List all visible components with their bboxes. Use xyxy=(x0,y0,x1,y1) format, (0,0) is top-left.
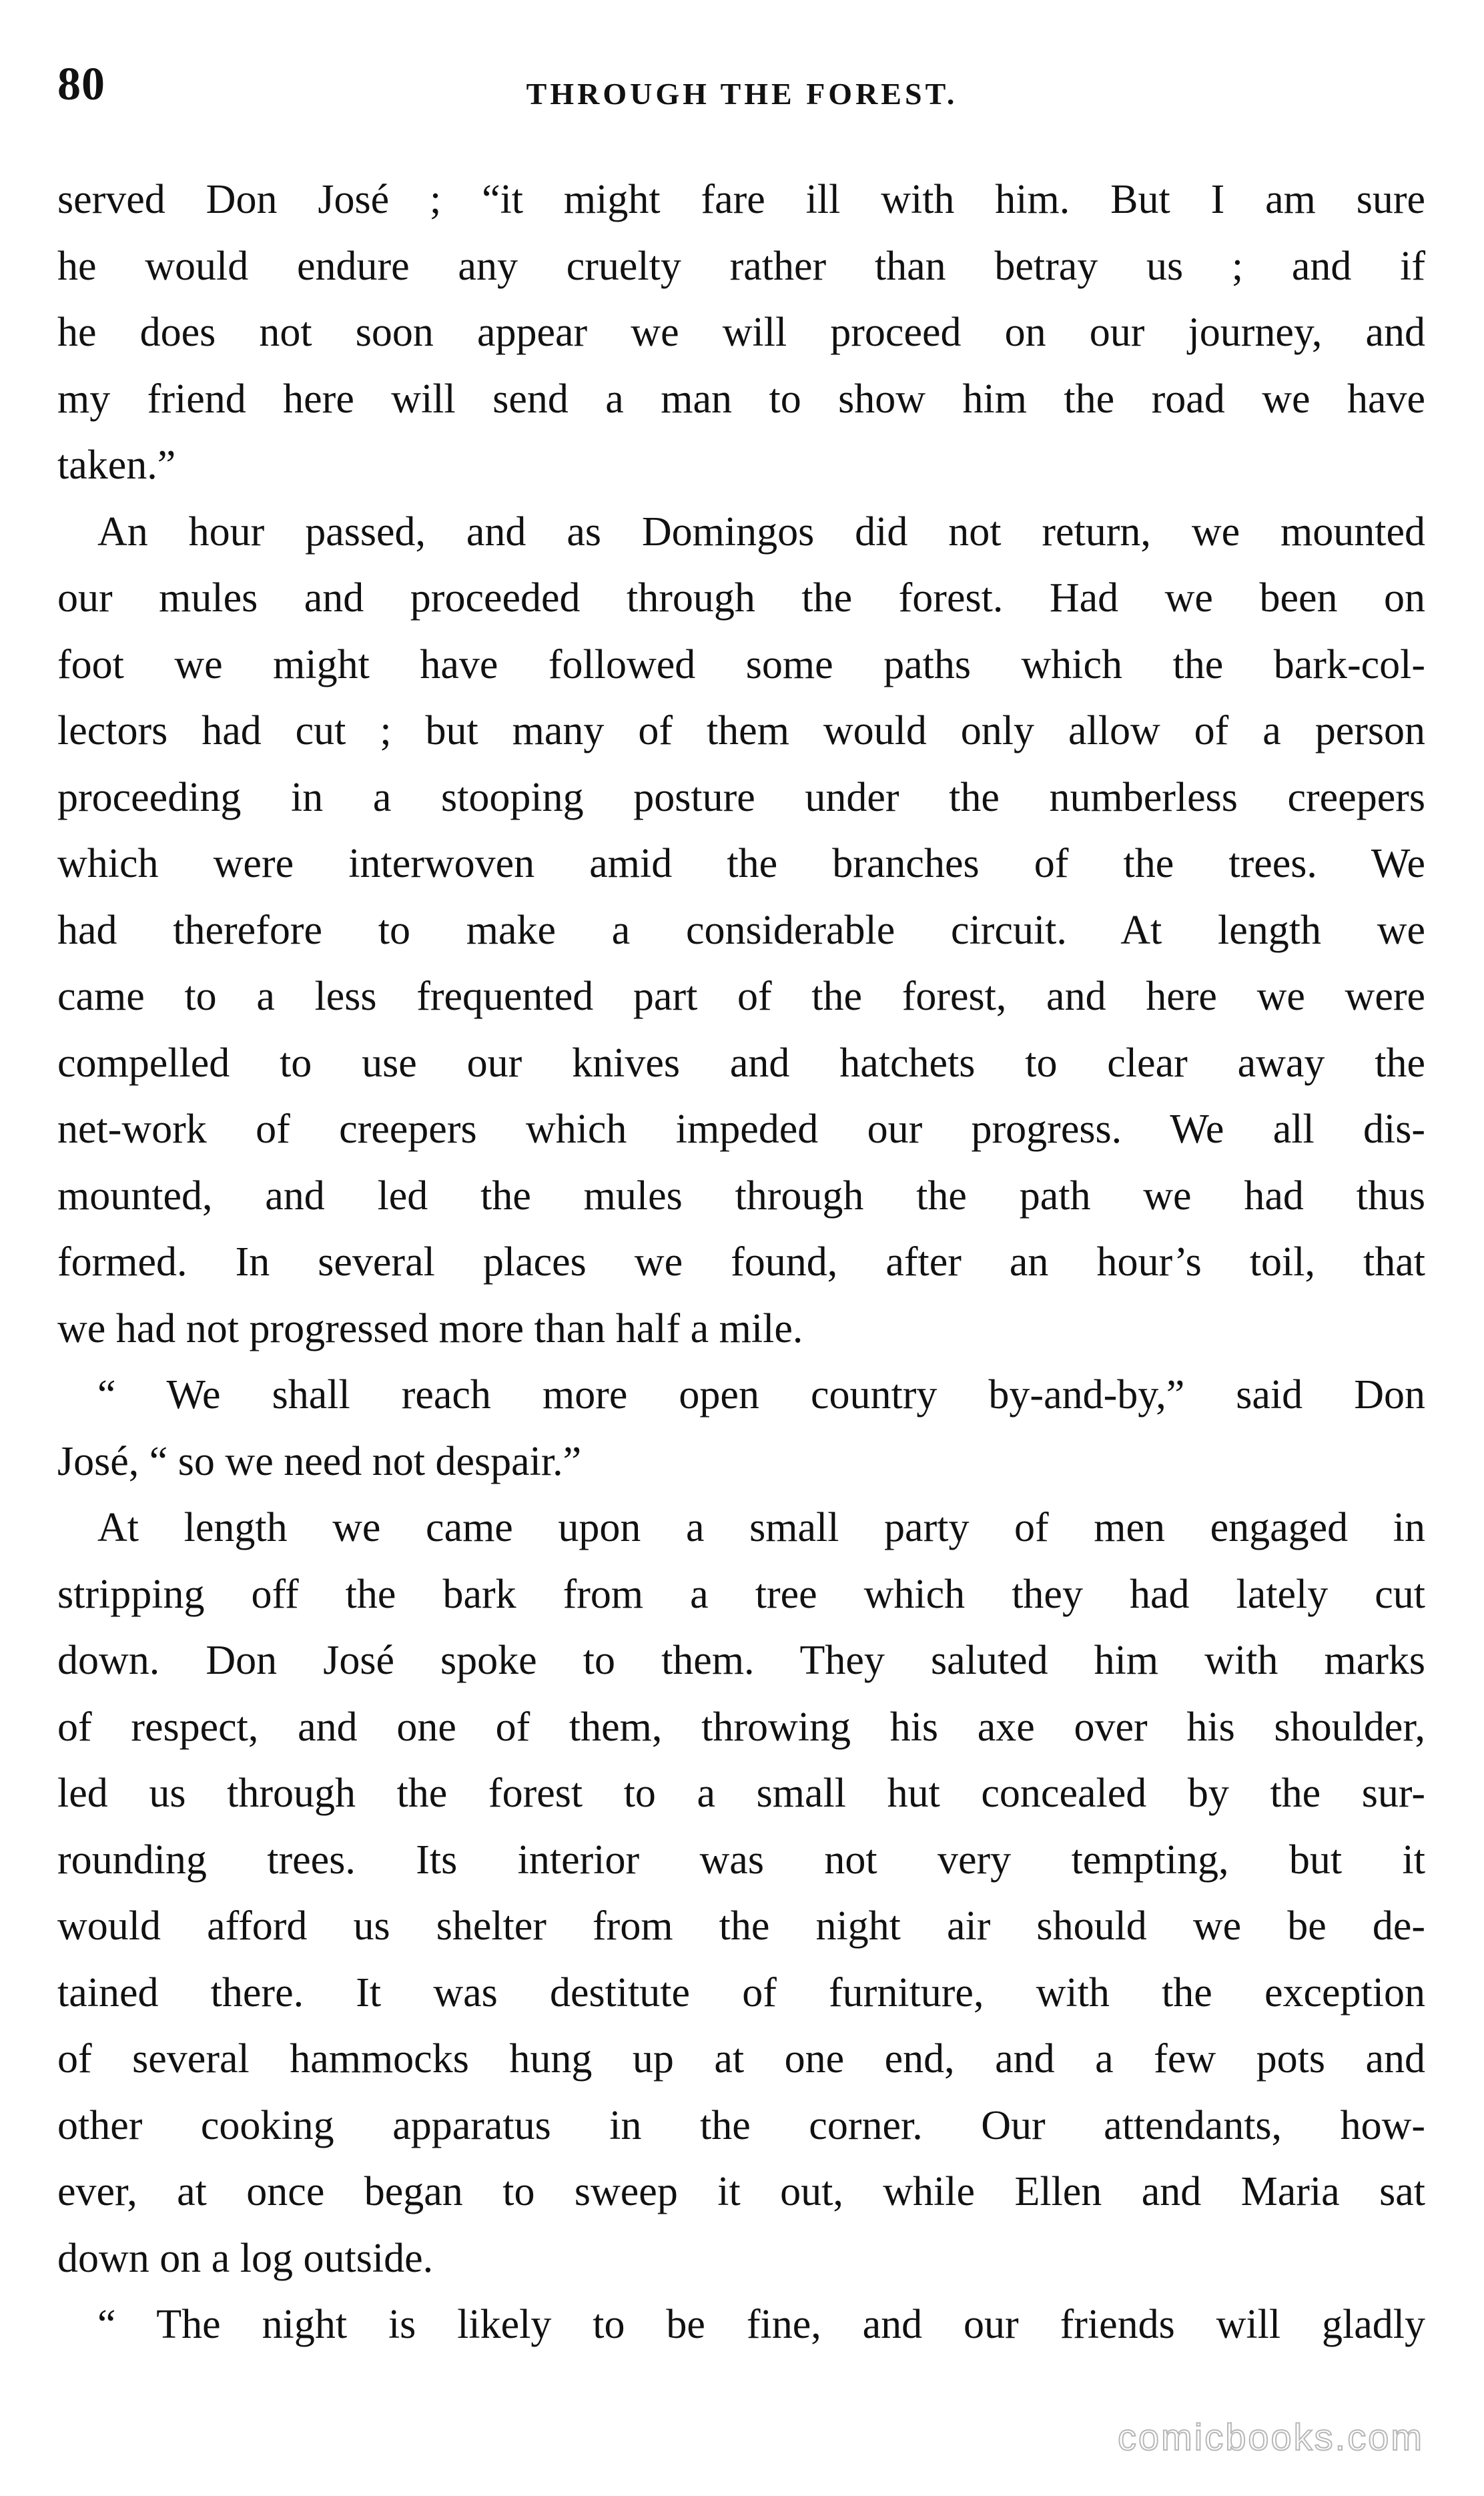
text-line: my friend here will send a man to show him the road we have xyxy=(57,376,1425,422)
text-line: our mules and proceeded through the forest. Had we been on xyxy=(57,575,1425,621)
text-line: rounding trees. Its interior was not very tempting, but it xyxy=(57,1837,1425,1883)
text-line: “ We shall reach more open country by-and-by,” said Don xyxy=(97,1372,1425,1418)
running-title: THROUGH THE FOREST. xyxy=(526,77,958,111)
text-line: other cooking apparatus in the corner. Our attendants, how- xyxy=(57,2102,1425,2148)
text-line: stripping off the bark from a tree which they had lately cut xyxy=(57,1571,1425,1617)
text-line: lectors had cut ; but many of them would only allow of a person xyxy=(57,708,1425,753)
body-text xyxy=(57,167,1425,2359)
text-line: proceeding in a stooping posture under the numberless creepers xyxy=(57,774,1425,820)
text-line: he does not soon appear we will proceed on our journey, and xyxy=(57,310,1425,355)
text-line: An hour passed, and as Domingos did not return, we mounted xyxy=(97,509,1425,555)
text-line: tained there. It was destitute of furniture, with the exception xyxy=(57,1969,1425,2015)
text-line: of respect, and one of them, throwing his axe over his shoulder, xyxy=(57,1704,1425,1750)
text-line: net-work of creepers which impeded our progress. We all dis- xyxy=(57,1107,1425,1152)
watermark: comicbooks.com xyxy=(1117,2416,1424,2458)
text-line: foot we might have followed some paths which the bark-col- xyxy=(57,641,1425,687)
text-line: down. Don José spoke to them. They saluted him with marks xyxy=(57,1638,1425,1683)
text-line: ever, at once began to sweep it out, while Ellen and Maria sat xyxy=(57,2169,1425,2214)
text-line: we had not progressed more than half a mile. xyxy=(57,1305,803,1351)
text-line: served Don José ; “it might fare ill with him. But I am sure xyxy=(57,177,1425,222)
text-line: had therefore to make a considerable circuit. At length we xyxy=(57,907,1425,953)
text-line: compelled to use our knives and hatchets to clear away the xyxy=(57,1040,1425,1086)
text-line: came to a less frequented part of the forest, and here we were xyxy=(57,974,1425,1019)
text-line: mounted, and led the mules through the path we had thus xyxy=(57,1173,1425,1219)
text-line: of several hammocks hung up at one end, and a few pots and xyxy=(57,2036,1425,2082)
text-line: which were interwoven amid the branches of the trees. We xyxy=(57,841,1425,886)
text-line: taken.” xyxy=(57,442,176,488)
text-line: would afford us shelter from the night air should we be de- xyxy=(57,1903,1425,1949)
text-line: “ The night is likely to be fine, and our friends will gladly xyxy=(97,2302,1425,2347)
text-line: At length we came upon a small party of men engaged in xyxy=(97,1505,1425,1550)
text-line: formed. In several places we found, after an hour’s toil, that xyxy=(57,1239,1425,1285)
text-line: José, “ so we need not despair.” xyxy=(57,1438,582,1484)
text-line: down on a log outside. xyxy=(57,2235,434,2281)
text-line: led us through the forest to a small hut concealed by the sur- xyxy=(57,1771,1425,1816)
page-number: 80 xyxy=(57,59,105,110)
text-line: he would endure any cruelty rather than betray us ; and if xyxy=(57,243,1425,289)
